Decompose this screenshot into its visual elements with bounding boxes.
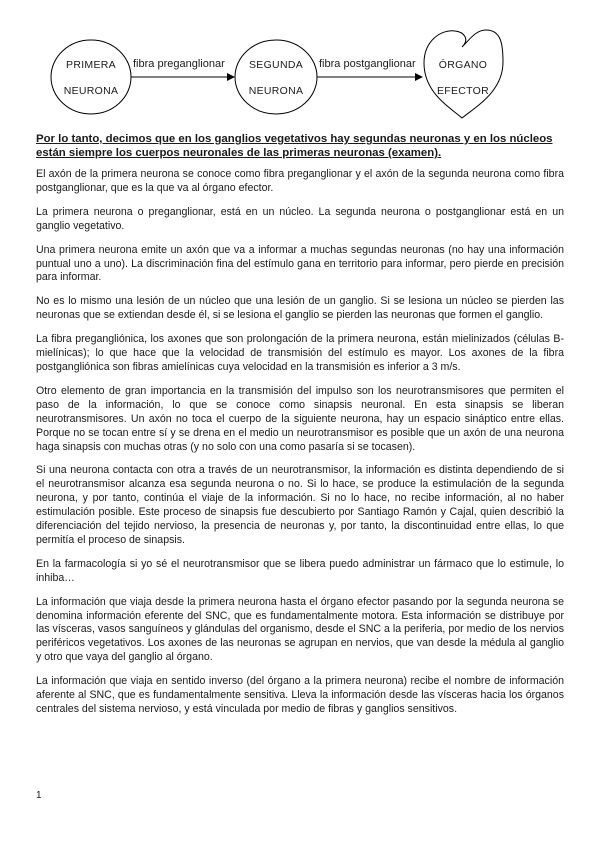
page-number: 1	[36, 790, 42, 801]
paragraph-synapse-cajal: Si una neurona contacta con otra a través de un neurotransmisor, la información es distinta dependiendo de si el neurotransmisor alcanza esa segunda neurona o no. Si lo hace, se produce la estimulación de la segunda neurona, y por tanto, continúa el viaje de la información. Si no lo hace, no recibe información, al no haber estimulación posible. Este proceso de sinapsis fue descubierto por Santiago Ramón y Cajal, quien describió la diferenciación del tejido nervioso, la presencia de neuronas y, por tanto, la discontinuidad entre ellas, lo que permitía el proceso de sinapsis.	[36, 464, 564, 546]
primera-neurona-line2: NEURONA	[63, 85, 119, 97]
postganglionar-label: fibra postganglionar	[319, 58, 416, 70]
document-body	[36, 132, 564, 727]
paragraph-efferent: La información que viaja desde la primera neurona hasta el órgano efector pasando por la segunda neurona se denomina información eferente del SNC, que es fundamentalmente motora. Esta información se distribuye por las vísceras, vasos sanguíneos y glándulas del organismo, desde el SNC a la periferia, por medio de los nervios periféricos vegetativos. Los axones de las neuronas se agrupan en nervios, que van desde la médula al ganglio y otro que vaya del ganglio al órgano.	[36, 595, 564, 664]
organo-efector-line2: EFECTOR	[436, 85, 490, 97]
paragraph-neurotransmitters: Otro elemento de gran importancia en la transmisión del impulso son los neurotransmisores que permiten el paso de la información, lo que se conoce como sinapsis neuronal. En esta sinapsis se liberan neurotransmisores. Un axón no toca el cuerpo de la siguiente neurona, hay un espacio sináptico entre ellas. Porque no se tocan entre sí y se drena en el medio un neurotransmisor es posible que un axón de una neurona haga sinapsis con muchas otras (y no solo con una como pasaría si se tocasen).	[36, 384, 564, 453]
paragraph-neuron-location: La primera neurona o preganglionar, está en un núcleo. La segunda neurona o postganglionar está en un ganglio vegetativo.	[36, 205, 564, 232]
segunda-neurona-label	[245, 59, 307, 97]
paragraph-pharmacology: En la farmacología si yo sé el neurotransmisor que se libera puedo administrar un fármaco que lo estimule, lo inhiba…	[36, 557, 564, 584]
exam-key-heading: Por lo tanto, decimos que en los ganglios vegetativos hay segundas neuronas y en los núcleos están siempre los cuerpos neuronales de las primeras neuronas (examen).	[36, 133, 553, 159]
segunda-neurona-line1: SEGUNDA	[248, 59, 304, 71]
organo-efector-line1: ÓRGANO	[438, 59, 488, 71]
paragraph-divergence: Una primera neurona emite un axón que va a informar a muchas segundas neuronas (no hay una información puntual uno a uno). La discriminación fina del estímulo gana en territorio para informar, pero pierde en precisión para informar.	[36, 243, 564, 284]
neuron-pathway-diagram	[0, 0, 600, 125]
segunda-neurona-line2: NEURONA	[248, 85, 304, 97]
paragraph-afferent: La información que viaja en sentido inverso (del órgano a la primera neurona) recibe el nombre de información aferente al SNC, que es fundamentalmente sensitiva. Lleva la información desde las vísceras hacia los órganos centrales del sistema nervioso, y está vinculada por medio de fibras y ganglios sensitivos.	[36, 675, 564, 715]
primera-neurona-line1: PRIMERA	[66, 59, 116, 71]
organo-efector-label	[430, 59, 496, 97]
paragraph-lesion: No es lo mismo una lesión de un núcleo que una lesión de un ganglio. Si se lesiona un núcleo se pierden las neuronas que se extiendan desde él, si se lesiona el ganglio se pierden las neuronas que formen el ganglio.	[36, 295, 564, 322]
paragraph-axon-fibers: El axón de la primera neurona se conoce como fibra preganglionar y el axón de la segunda neurona como fibra postganglionar, que es la que va al órgano efector.	[36, 168, 564, 194]
paragraph-myelination: La fibra pregangliónica, los axones que son prolongación de la primera neurona, están mielinizados (células B-mielínicas); lo que hace que la velocidad de transmisión del estímulo es mayor. Los axones de la fibra postgangliónica son fibras amielínicas cuya velocidad en la transmisión es inferior a 3 m/s.	[36, 333, 564, 373]
primera-neurona-label	[60, 59, 122, 97]
preganglionar-label: fibra preganglionar	[133, 58, 225, 70]
